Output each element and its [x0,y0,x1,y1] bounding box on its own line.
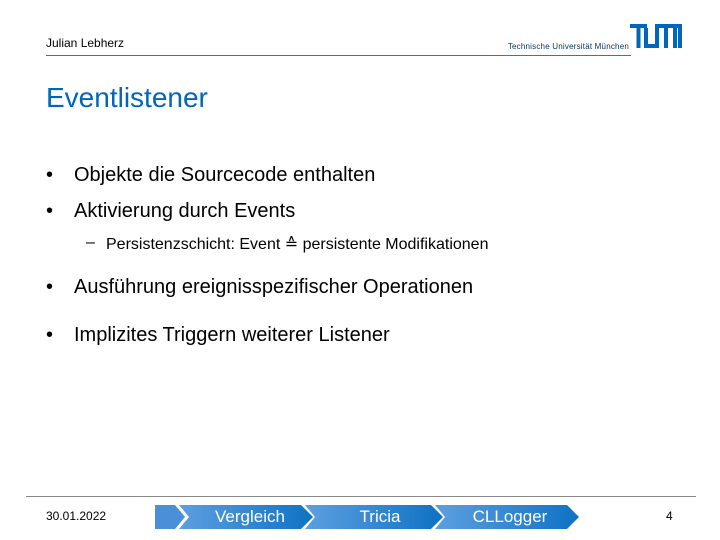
bullet-marker: • [46,324,54,346]
sub-bullet-text: Persistenzschicht: Event ≙ persistente Modifikationen [106,236,489,253]
bullet-text: Aktivierung durch Events [74,200,296,222]
nav-arrow-start [155,505,185,529]
slide-date: 30.01.2022 [46,509,107,523]
bullet-text: Implizites Triggern weiterer Listener [74,324,390,346]
slide-title: Eventlistener [46,82,208,113]
bullet-marker: • [46,200,54,222]
footer-divider [26,496,696,497]
bullet-text: Objekte die Sourcecode enthalten [74,164,376,186]
bullet-marker: • [46,276,54,298]
nav-label-cllogger[interactable]: CLLogger [472,507,548,526]
header-divider [46,55,631,56]
nav-label-tricia[interactable]: Tricia [359,507,401,526]
page-number: 4 [666,509,673,523]
bullet-text: Ausführung ereignisspezifischer Operationen [74,276,474,298]
author-name: Julian Lebherz [46,36,125,50]
sub-bullet-marker: – [86,234,95,251]
university-name: Technische Universität München [507,42,629,51]
tum-logo [630,24,682,52]
nav-label-vergleich[interactable]: Vergleich [215,507,285,526]
bullet-marker: • [46,164,54,186]
